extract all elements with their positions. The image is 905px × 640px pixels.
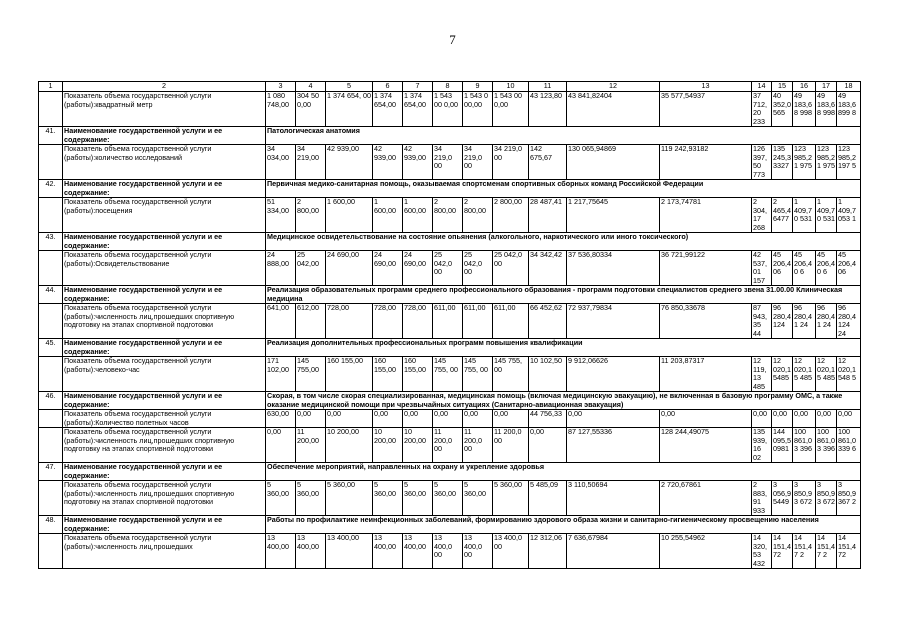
table-cell bbox=[39, 428, 63, 463]
table-cell: 160 155,00 bbox=[373, 357, 403, 392]
table-cell: 49 183,68 998 bbox=[793, 92, 816, 127]
table-cell: 12 119,13 485 bbox=[752, 357, 772, 392]
table-cell: 96 280,4124 24 bbox=[837, 304, 861, 339]
table-cell: 5 360,00 bbox=[296, 481, 326, 516]
column-number: 15 bbox=[772, 82, 793, 92]
table-cell: 145 755,00 bbox=[296, 357, 326, 392]
table-cell: 0,00 bbox=[266, 428, 296, 463]
table-cell bbox=[39, 145, 63, 180]
table-cell: 145 755, 00 bbox=[493, 357, 529, 392]
table-cell: 5 360,00 bbox=[326, 481, 373, 516]
table-cell: 641,00 bbox=[266, 304, 296, 339]
table-cell: 37 536,80334 bbox=[567, 251, 660, 286]
service-caption: Наименование государственной услуги и ее содержание: bbox=[63, 463, 266, 481]
table-cell: 135 245,3 3327 bbox=[772, 145, 793, 180]
budget-table bbox=[38, 81, 861, 569]
table-cell: 144 095,5 0981 bbox=[772, 428, 793, 463]
indicator-label: Показатель объема государственной услуги (работы):человеко-час bbox=[63, 357, 266, 392]
table-cell: 728,00 bbox=[403, 304, 433, 339]
table-cell: 14 151,472 bbox=[837, 534, 861, 569]
table-cell: 1 600,00 bbox=[403, 198, 433, 233]
table-cell: 142 675,67 bbox=[529, 145, 567, 180]
table-cell: 123 985,21 975 bbox=[816, 145, 837, 180]
table-cell: 5 360,00 bbox=[403, 481, 433, 516]
table-cell: 45 206,406 bbox=[837, 251, 861, 286]
table-cell: 5 360,00 bbox=[433, 481, 463, 516]
group-number: 45. bbox=[39, 339, 63, 357]
service-group-row bbox=[39, 286, 861, 304]
table-cell bbox=[39, 251, 63, 286]
table-cell: 14 320,53 432 bbox=[752, 534, 772, 569]
column-number: 13 bbox=[660, 82, 752, 92]
table-cell: 11 200,00 bbox=[296, 428, 326, 463]
table-cell: 2 800,00 bbox=[493, 198, 529, 233]
table-cell: 36 721,99122 bbox=[660, 251, 752, 286]
table-cell: 1 080 748,00 bbox=[266, 92, 296, 127]
service-name: Реализация дополнительных профессиональных программ повышения квалификации bbox=[266, 339, 861, 357]
table-cell: 1 409,70 531 bbox=[816, 198, 837, 233]
table-cell: 1 409,7053 1 bbox=[837, 198, 861, 233]
column-number: 18 bbox=[837, 82, 861, 92]
table-cell: 2 800,00 bbox=[463, 198, 493, 233]
table-cell: 12 020,1 5485 bbox=[772, 357, 793, 392]
table-cell: 2 173,74781 bbox=[660, 198, 752, 233]
group-number: 46. bbox=[39, 392, 63, 410]
table-header-row bbox=[39, 82, 861, 92]
table-cell: 11 200,0 00 bbox=[463, 428, 493, 463]
table-cell: 51 334,00 bbox=[266, 198, 296, 233]
service-group-row bbox=[39, 180, 861, 198]
table-cell: 123 985,21 975 bbox=[793, 145, 816, 180]
table-cell: 1 543 00 0,00 bbox=[493, 92, 529, 127]
table-cell: 10 102,50 bbox=[529, 357, 567, 392]
table-cell: 72 937,79834 bbox=[567, 304, 660, 339]
table-cell: 145 755, 00 bbox=[433, 357, 463, 392]
indicator-label: Показатель объема государственной услуги (работы):численность лиц,прошедших спортивную подготовку на этапах спортивной подготовки bbox=[63, 481, 266, 516]
group-number: 42. bbox=[39, 180, 63, 198]
indicator-row bbox=[39, 304, 861, 339]
column-number: 12 bbox=[567, 82, 660, 92]
column-number: 17 bbox=[816, 82, 837, 92]
group-number: 44. bbox=[39, 286, 63, 304]
table-cell: 87 943,35 44 bbox=[752, 304, 772, 339]
column-number: 11 bbox=[529, 82, 567, 92]
indicator-label: Показатель объема государственной услуги (работы):численность лиц,прошедших спортивную подготовку на этапах спортивной подготовки bbox=[63, 304, 266, 339]
table-cell: 34 219,0 00 bbox=[433, 145, 463, 180]
table-cell: 42 939,00 bbox=[326, 145, 373, 180]
table-cell: 2 800,00 bbox=[296, 198, 326, 233]
table-cell: 126 397,50 773 bbox=[752, 145, 772, 180]
table-cell: 49 183,6899 8 bbox=[837, 92, 861, 127]
table-cell: 24 690,00 bbox=[326, 251, 373, 286]
table-cell: 12 312,06 bbox=[529, 534, 567, 569]
table-cell bbox=[39, 410, 63, 428]
indicator-row bbox=[39, 410, 861, 428]
table-cell: 611,00 bbox=[463, 304, 493, 339]
table-cell: 45 206,40 6 bbox=[816, 251, 837, 286]
table-cell: 0,00 bbox=[837, 410, 861, 428]
table-cell: 13 400,0 00 bbox=[433, 534, 463, 569]
table-cell: 42 939,00 bbox=[403, 145, 433, 180]
table-cell: 24 690,00 bbox=[373, 251, 403, 286]
table-cell bbox=[39, 481, 63, 516]
service-caption: Наименование государственной услуги и ее содержание: bbox=[63, 127, 266, 145]
table-cell: 3 850,93 672 bbox=[793, 481, 816, 516]
indicator-row bbox=[39, 428, 861, 463]
table-cell: 5 360,00 bbox=[463, 481, 493, 516]
table-cell: 0,00 bbox=[493, 410, 529, 428]
service-caption: Наименование государственной услуги и ее содержание: bbox=[63, 233, 266, 251]
table-cell: 10 255,54962 bbox=[660, 534, 752, 569]
indicator-row bbox=[39, 357, 861, 392]
table-cell: 34 034,00 bbox=[266, 145, 296, 180]
table-cell: 13 400,0 00 bbox=[463, 534, 493, 569]
table-cell: 1 374 654,00 bbox=[373, 92, 403, 127]
service-caption: Наименование государственной услуги и ее содержание: bbox=[63, 339, 266, 357]
table-cell: 1 374 654,00 bbox=[403, 92, 433, 127]
indicator-label: Показатель объема государственной услуги (работы):численность лиц,прошедших bbox=[63, 534, 266, 569]
service-group-row bbox=[39, 516, 861, 534]
table-cell: 9 912,06626 bbox=[567, 357, 660, 392]
service-group-row bbox=[39, 463, 861, 481]
service-caption: Наименование государственной услуги и ее содержание: bbox=[63, 516, 266, 534]
indicator-label: Показатель объема государственной услуги (работы):Количество полетных часов bbox=[63, 410, 266, 428]
column-number: 6 bbox=[373, 82, 403, 92]
table-cell: 35 577,54937 bbox=[660, 92, 752, 127]
table-cell: 45 206,4 06 bbox=[772, 251, 793, 286]
service-caption: Наименование государственной услуги и ее содержание: bbox=[63, 392, 266, 410]
indicator-label: Показатель объема государственной услуги (работы):численность лиц,прошедших спортивную подготовку на этапах спортивной подготовки bbox=[63, 428, 266, 463]
table-cell: 14 151,4 72 bbox=[772, 534, 793, 569]
table-cell: 45 206,40 6 bbox=[793, 251, 816, 286]
table-cell: 25 042,0 00 bbox=[493, 251, 529, 286]
column-number: 4 bbox=[296, 82, 326, 92]
table-cell: 7 636,67984 bbox=[567, 534, 660, 569]
table-cell: 0,00 bbox=[373, 410, 403, 428]
table-cell: 12 020,15 485 bbox=[793, 357, 816, 392]
table-cell: 128 244,49075 bbox=[660, 428, 752, 463]
table-cell: 11 200,0 00 bbox=[433, 428, 463, 463]
table-cell: 100 861,03 396 bbox=[816, 428, 837, 463]
table-cell: 5 360,00 bbox=[373, 481, 403, 516]
indicator-row bbox=[39, 251, 861, 286]
table-cell: 100 861,0339 6 bbox=[837, 428, 861, 463]
column-number: 1 bbox=[39, 82, 63, 92]
table-cell: 34 219,0 00 bbox=[493, 145, 529, 180]
table-cell: 25 042,00 bbox=[296, 251, 326, 286]
table-cell: 49 183,68 998 bbox=[816, 92, 837, 127]
table-cell: 12 020,15 485 bbox=[816, 357, 837, 392]
indicator-row bbox=[39, 92, 861, 127]
indicator-row bbox=[39, 534, 861, 569]
table-cell: 611,00 bbox=[433, 304, 463, 339]
table-cell: 5 360,00 bbox=[493, 481, 529, 516]
indicator-row bbox=[39, 481, 861, 516]
group-number: 41. bbox=[39, 127, 63, 145]
table-cell: 37 712,20 233 bbox=[752, 92, 772, 127]
indicator-label: Показатель объема государственной услуги (работы):Освидетельствование bbox=[63, 251, 266, 286]
table-cell: 76 850,33678 bbox=[660, 304, 752, 339]
table-cell: 0,00 bbox=[433, 410, 463, 428]
table-cell: 1 600,00 bbox=[326, 198, 373, 233]
table-cell: 42 537,01 157 bbox=[752, 251, 772, 286]
service-caption: Наименование государственной услуги и ее содержание: bbox=[63, 286, 266, 304]
table-cell: 1 409,70 531 bbox=[793, 198, 816, 233]
table-cell: 40 352,0 565 bbox=[772, 92, 793, 127]
service-group-row bbox=[39, 127, 861, 145]
table-cell: 3 110,50694 bbox=[567, 481, 660, 516]
table-cell: 611,00 bbox=[493, 304, 529, 339]
table-cell: 100 861,03 396 bbox=[793, 428, 816, 463]
service-name: Патологическая анатомия bbox=[266, 127, 861, 145]
table-cell: 10 200,00 bbox=[326, 428, 373, 463]
table-cell: 2 720,67861 bbox=[660, 481, 752, 516]
table-cell bbox=[39, 304, 63, 339]
table-cell: 44 756,33 bbox=[529, 410, 567, 428]
table-cell: 34 219,00 bbox=[296, 145, 326, 180]
service-caption: Наименование государственной услуги и ее содержание: bbox=[63, 180, 266, 198]
service-name: Скорая, в том числе скорая специализированная, медицинская помощь (включая медицинскую эвакуацию), не включенная в базовую программу ОМС, а также оказание медицинской помощи при чрезвычайных ситуациях (Санитарно-авиационная эвакуация) bbox=[266, 392, 861, 410]
table-cell: 66 452,62 bbox=[529, 304, 567, 339]
table-cell: 87 127,55336 bbox=[567, 428, 660, 463]
column-number: 2 bbox=[63, 82, 266, 92]
table-cell: 0,00 bbox=[529, 428, 567, 463]
table-cell: 28 487,41 bbox=[529, 198, 567, 233]
table-cell: 0,00 bbox=[296, 410, 326, 428]
table-cell: 5 485,09 bbox=[529, 481, 567, 516]
table-cell bbox=[39, 198, 63, 233]
table-cell: 5 360,00 bbox=[266, 481, 296, 516]
table-cell: 25 042,0 00 bbox=[433, 251, 463, 286]
table-cell: 0,00 bbox=[463, 410, 493, 428]
column-number: 14 bbox=[752, 82, 772, 92]
column-number: 16 bbox=[793, 82, 816, 92]
table-cell: 10 200,00 bbox=[373, 428, 403, 463]
table-cell: 12 020,1548 5 bbox=[837, 357, 861, 392]
table-cell: 135 939,16 02 bbox=[752, 428, 772, 463]
table-cell: 96 280,41 24 bbox=[816, 304, 837, 339]
table-cell: 1 600,00 bbox=[373, 198, 403, 233]
table-cell: 13 400,00 bbox=[326, 534, 373, 569]
table-cell: 145 755, 00 bbox=[463, 357, 493, 392]
table-cell: 34 219,0 00 bbox=[463, 145, 493, 180]
service-name: Работы по профилактике неинфекционных заболеваний, формированию здорового образа жизни и санитарно-гигиеническому просвещению населения bbox=[266, 516, 861, 534]
table-cell: 14 151,47 2 bbox=[816, 534, 837, 569]
service-name: Первичная медико-санитарная помощь, оказываемая спортсменам спортивных сборных команд Российской Федерации bbox=[266, 180, 861, 198]
indicator-label: Показатель объема государственной услуги (работы):количество исследований bbox=[63, 145, 266, 180]
table-cell: 11 203,87317 bbox=[660, 357, 752, 392]
table-cell bbox=[39, 92, 63, 127]
column-number: 9 bbox=[463, 82, 493, 92]
table-cell: 43 123,80 bbox=[529, 92, 567, 127]
table-cell: 11 200,0 00 bbox=[493, 428, 529, 463]
table-cell: 1 543 00 0,00 bbox=[433, 92, 463, 127]
table-cell: 13 400,00 bbox=[373, 534, 403, 569]
table-cell: 728,00 bbox=[373, 304, 403, 339]
table-cell: 2 304,17 268 bbox=[752, 198, 772, 233]
table-cell: 24 888,00 bbox=[266, 251, 296, 286]
table-cell: 3 056,9 5449 bbox=[772, 481, 793, 516]
group-number: 47. bbox=[39, 463, 63, 481]
column-number: 3 bbox=[266, 82, 296, 92]
table-cell: 34 342,42 bbox=[529, 251, 567, 286]
indicator-row bbox=[39, 145, 861, 180]
service-name: Медицинское освидетельствование на состояние опьянения (алкогольного, наркотического или иного токсического) bbox=[266, 233, 861, 251]
service-name: Обеспечение мероприятий, направленных на охрану и укрепление здоровья bbox=[266, 463, 861, 481]
page-number: 7 bbox=[449, 32, 456, 47]
service-group-row bbox=[39, 392, 861, 410]
table-cell bbox=[39, 357, 63, 392]
table-cell: 1 543 0 00,00 bbox=[463, 92, 493, 127]
table-cell: 0,00 bbox=[660, 410, 752, 428]
table-cell: 24 690,00 bbox=[403, 251, 433, 286]
group-number: 48. bbox=[39, 516, 63, 534]
table-cell: 2 465,4 6477 bbox=[772, 198, 793, 233]
table-cell: 0,00 bbox=[752, 410, 772, 428]
column-number: 5 bbox=[326, 82, 373, 92]
table-cell: 96 280,41 24 bbox=[793, 304, 816, 339]
table-cell: 0,00 bbox=[403, 410, 433, 428]
column-number: 10 bbox=[493, 82, 529, 92]
indicator-label: Показатель объема государственной услуги (работы):посещения bbox=[63, 198, 266, 233]
table-cell: 14 151,47 2 bbox=[793, 534, 816, 569]
table-cell: 0,00 bbox=[793, 410, 816, 428]
group-number: 43. bbox=[39, 233, 63, 251]
table-cell: 160 155,00 bbox=[326, 357, 373, 392]
table-cell: 0,00 bbox=[772, 410, 793, 428]
table-cell: 0,00 bbox=[567, 410, 660, 428]
table-cell: 13 400,00 bbox=[296, 534, 326, 569]
table-cell: 304 50 0,00 bbox=[296, 92, 326, 127]
table-cell: 0,00 bbox=[816, 410, 837, 428]
table-cell: 2 883,91 933 bbox=[752, 481, 772, 516]
indicator-label: Показатель объема государственной услуги (работы):квадратный метр bbox=[63, 92, 266, 127]
table-cell: 10 200,00 bbox=[403, 428, 433, 463]
column-number: 8 bbox=[433, 82, 463, 92]
table-cell: 96 280,4 124 bbox=[772, 304, 793, 339]
table-cell: 2 800,00 bbox=[433, 198, 463, 233]
table-cell: 630,00 bbox=[266, 410, 296, 428]
table-cell: 25 042,0 00 bbox=[463, 251, 493, 286]
table-cell: 1 374 654, 00 bbox=[326, 92, 373, 127]
table-cell: 123 985,2197 5 bbox=[837, 145, 861, 180]
table-cell: 728,00 bbox=[326, 304, 373, 339]
service-name: Реализация образовательных программ среднего профессионального образования - программ подготовки специалистов среднего звена 31.00.00 Клиническая медицина bbox=[266, 286, 861, 304]
table-cell: 3 850,9367 2 bbox=[837, 481, 861, 516]
table-cell: 612,00 bbox=[296, 304, 326, 339]
table-cell: 1 217,75645 bbox=[567, 198, 660, 233]
service-group-row bbox=[39, 339, 861, 357]
table-cell: 43 841,82404 bbox=[567, 92, 660, 127]
table-cell: 13 400,0 00 bbox=[493, 534, 529, 569]
table-cell: 13 400,00 bbox=[266, 534, 296, 569]
table-cell: 0,00 bbox=[326, 410, 373, 428]
column-number: 7 bbox=[403, 82, 433, 92]
table-cell: 3 850,93 672 bbox=[816, 481, 837, 516]
table-cell: 42 939,00 bbox=[373, 145, 403, 180]
table-cell bbox=[39, 534, 63, 569]
table-cell: 119 242,93182 bbox=[660, 145, 752, 180]
table-cell: 13 400,00 bbox=[403, 534, 433, 569]
table-cell: 130 065,94869 bbox=[567, 145, 660, 180]
service-group-row bbox=[39, 233, 861, 251]
table-cell: 160 155,00 bbox=[403, 357, 433, 392]
indicator-row bbox=[39, 198, 861, 233]
table-cell: 171 102,00 bbox=[266, 357, 296, 392]
